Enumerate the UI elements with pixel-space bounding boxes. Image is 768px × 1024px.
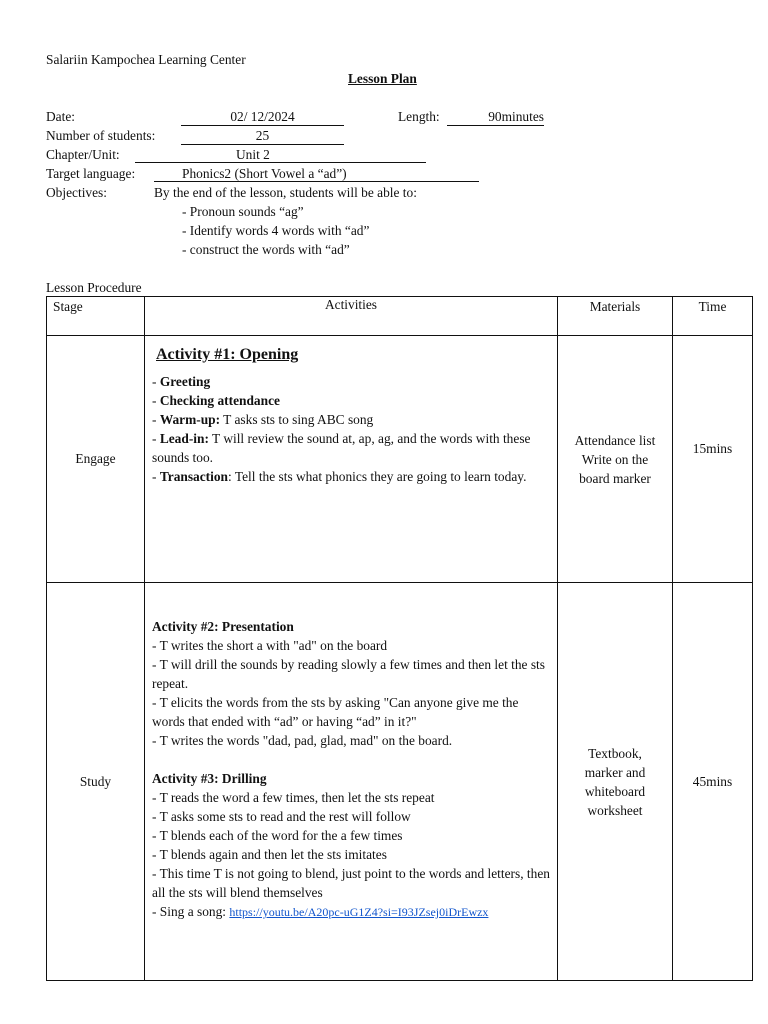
students-value: 25: [181, 128, 344, 145]
column-header-stage: Stage: [47, 297, 145, 336]
procedure-heading: Lesson Procedure: [46, 280, 142, 295]
activity-line: - T writes the short a with "ad" on the board: [152, 638, 388, 653]
material-line: marker and: [584, 764, 646, 780]
material-line: Attendance list: [574, 432, 656, 448]
activity-line: - T asks some sts to read and the rest will follow: [152, 809, 411, 824]
column-header-materials: Materials: [558, 297, 673, 336]
table-row-engage: [47, 336, 753, 583]
time-cell: 45mins: [673, 583, 753, 981]
table-row-study: [47, 583, 753, 981]
center-name: Salariin Kampochea Learning Center: [46, 52, 246, 67]
activity-line: - T blends again and then let the sts imitates: [152, 847, 387, 862]
activity-item: - Greeting: [152, 374, 211, 389]
column-header-activities: Activities: [145, 297, 558, 336]
activity-line: - T writes the words "dad, pad, glad, mad" on the board.: [152, 733, 453, 748]
time-cell: 15mins: [673, 336, 753, 583]
activity-title: Activity #3: Drilling: [152, 771, 267, 786]
objective-item: - construct the words with “ad”: [182, 242, 350, 257]
chapter-value: Unit 2: [135, 147, 426, 163]
students-label: Number of students:: [46, 128, 156, 143]
activity-title: Activity #1: Opening: [156, 346, 299, 363]
activity-item: - Lead-in: T will review the sound at, ap, ag, and the words with these sounds too.: [152, 431, 531, 465]
materials-cell: [558, 336, 673, 583]
activity-line: - This time T is not going to blend, just point to the words and letters, then all the sts will blend themselves: [152, 866, 550, 900]
stage-cell: Study: [47, 583, 145, 981]
activity-title: Activity #2: Presentation: [152, 619, 294, 634]
table-header-row: [47, 297, 753, 336]
activity-item: - Checking attendance: [152, 393, 280, 408]
objective-item: - Pronoun sounds “ag”: [182, 204, 304, 219]
song-line: - Sing a song: https://youtu.be/A20pc-uG1Z4?si=I93JZsej0iDrEwzx: [152, 904, 489, 919]
date-value: 02/ 12/2024: [181, 109, 344, 126]
objective-item: - Identify words 4 words with “ad”: [182, 223, 370, 238]
song-link[interactable]: https://youtu.be/A20pc-uG1Z4?si=I93JZsej0iDrEwzx: [229, 905, 489, 919]
chapter-label: Chapter/Unit:: [46, 147, 120, 162]
material-line: Write on the: [581, 451, 649, 467]
activity-line: - T elicits the words from the sts by asking "Can anyone give me the words that ended with “ad” or having “ad” in it?": [152, 695, 519, 729]
length-label: Length:: [398, 109, 440, 124]
activity-line: - T blends each of the word for the a few times: [152, 828, 403, 843]
activities-cell: [145, 583, 558, 981]
objectives-intro: By the end of the lesson, students will be able to:: [154, 185, 417, 200]
materials-cell: [558, 583, 673, 981]
stage-cell: Engage: [47, 336, 145, 583]
material-line: Textbook,: [588, 745, 642, 761]
objectives-label: Objectives:: [46, 185, 107, 200]
length-value: 90minutes: [447, 109, 544, 126]
material-line: whiteboard: [584, 783, 646, 799]
activity-item: - Warm-up: T asks sts to sing ABC song: [152, 412, 374, 427]
material-line: worksheet: [587, 802, 643, 818]
activities-cell: [145, 336, 558, 583]
material-line: board marker: [579, 470, 651, 486]
target-value: Phonics2 (Short Vowel a “ad”): [154, 166, 479, 182]
activity-line: - T reads the word a few times, then let the sts repeat: [152, 790, 435, 805]
column-header-time: Time: [673, 297, 753, 336]
activity-line: - T will drill the sounds by reading slowly a few times and then let the sts repeat.: [152, 657, 545, 691]
target-label: Target language:: [46, 166, 136, 181]
procedure-table: [46, 296, 753, 981]
date-label: Date:: [46, 109, 75, 124]
page-title: Lesson Plan: [348, 71, 417, 86]
activity-item: - Transaction: Tell the sts what phonics they are going to learn today.: [152, 469, 527, 484]
